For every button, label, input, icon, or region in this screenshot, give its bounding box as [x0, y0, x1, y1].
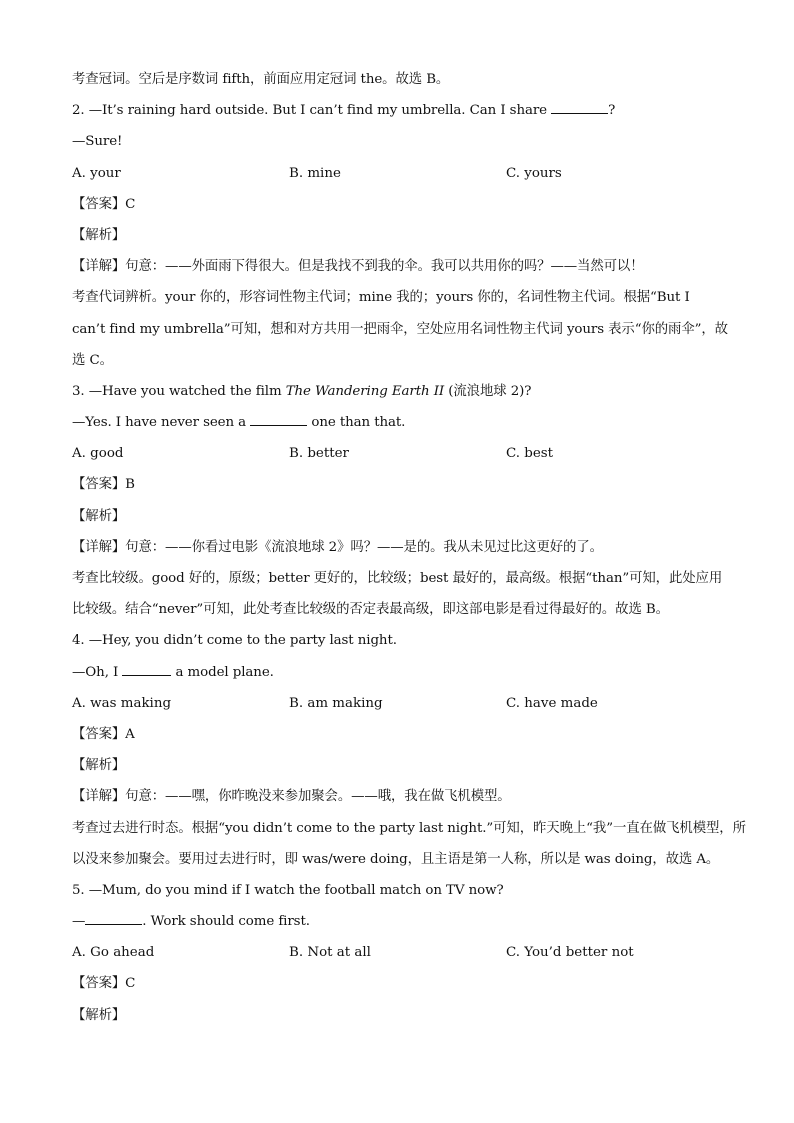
answer-blank: [551, 101, 608, 114]
answer-tag: 【答案】: [72, 477, 126, 493]
option-b: B. Not at all: [289, 945, 371, 961]
question-4-stem: 4. —Hey, you didn’t come to the party last night.: [72, 633, 397, 649]
answer-line: [72, 189, 722, 220]
detail-text: 句意：——嘿，你昨晚没来参加聚会。——哦，我在做飞机模型。: [125, 789, 511, 805]
detail-text: 句意：——你看过电影《流浪地球 2》吗？——是的。我从未见过比这更好的了。: [125, 539, 603, 555]
detail-line: [72, 781, 722, 812]
option-c: C. You’d better not: [506, 945, 634, 961]
answer-value: C: [125, 196, 136, 212]
question-2-end: ?: [608, 103, 616, 119]
analysis-tag: 【解析】: [72, 1007, 126, 1023]
question-2-options: [72, 158, 722, 189]
explanation-line: 考查代词辨析。your 你的，形容词性物主代词；mine 我的；yours 你的，名词性物主代词。根据“But I: [72, 290, 690, 306]
answer-tag: 【答案】: [72, 196, 126, 212]
analysis-tag: 【解析】: [72, 758, 126, 774]
question-4-options: [72, 688, 722, 719]
question-4-reply: [72, 657, 722, 688]
question-3-stem: [72, 376, 722, 407]
reply-text: —Yes. I have never seen a: [72, 415, 251, 431]
option-c: C. have made: [506, 695, 598, 711]
option-b: B. am making: [289, 695, 383, 711]
document-page: [72, 64, 746, 1031]
answer-blank: [122, 663, 171, 676]
explanation-line: 以没来参加聚会。要用过去进行时，即 was/were doing，且主语是第一人称，所以是 was doing，故选 A。: [72, 851, 720, 867]
question-5-stem: 5. —Mum, do you mind if I watch the football match on TV now?: [72, 882, 504, 898]
answer-value: A: [125, 726, 135, 742]
reply-text: —: [72, 914, 86, 930]
question-2-reply: —Sure!: [72, 134, 123, 150]
question-3-options: [72, 438, 722, 469]
explanation-line: can’t find my umbrella”可知，想和对方共用一把雨伞，空处应用名词性物主代词 yours 表示“你的雨伞”，故: [72, 321, 728, 337]
answer-line: [72, 719, 722, 750]
explanation-line: 选 C。: [72, 352, 113, 368]
explanation-line: 考查比较级。good 好的，原级；better 更好的，比较级；best 最好的，最高级。根据“than”可知，此处应用: [72, 571, 723, 586]
reply-end: a model plane.: [171, 664, 274, 680]
option-b: B. mine: [289, 165, 341, 181]
answer-line: [72, 469, 722, 500]
explanation-line: 考查冠词。空后是序数词 fifth，前面应用定冠词 the。故选 B。: [72, 72, 450, 87]
analysis-tag: 【解析】: [72, 508, 126, 524]
reply-end: . Work should come first.: [142, 914, 310, 930]
question-2-text: 2. —It’s raining hard outside. But I can’t find my umbrella. Can I share: [72, 103, 552, 119]
film-title: The Wandering Earth II: [285, 383, 445, 399]
detail-text: 句意：——外面雨下得很大。但是我找不到我的伞。我可以共用你的吗？——当然可以！: [125, 259, 644, 275]
option-b: B. better: [289, 446, 349, 462]
option-c: C. yours: [506, 165, 562, 181]
question-2-stem: [72, 95, 722, 126]
answer-tag: 【答案】: [72, 726, 126, 742]
question-5-reply: [72, 906, 722, 937]
option-c: C. best: [506, 446, 554, 462]
detail-tag: 【详解】: [72, 539, 126, 555]
answer-blank: [85, 912, 142, 925]
explanation-line: 考查过去进行时态。根据“you didn’t come to the party last night.”可知，昨天晚上“我”一直在做飞机模型，所: [72, 820, 746, 836]
answer-value: C: [125, 976, 136, 992]
question-5-options: [72, 937, 722, 968]
answer-tag: 【答案】: [72, 976, 126, 992]
answer-blank: [250, 413, 307, 426]
question-3-reply: [72, 407, 722, 438]
option-a: A. good: [72, 446, 124, 462]
option-a: A. was making: [72, 695, 172, 711]
detail-line: [72, 251, 722, 282]
detail-tag: 【详解】: [72, 789, 126, 805]
explanation-line: 比较级。结合“never”可知，此处考查比较级的否定表最高级，即这部电影是看过得最好的。故选 B。: [72, 602, 669, 618]
answer-value: B: [125, 477, 135, 493]
option-a: A. your: [72, 165, 121, 181]
detail-line: [72, 532, 722, 563]
analysis-tag: 【解析】: [72, 227, 126, 243]
answer-line: [72, 968, 722, 999]
question-3-end: (流浪地球 2)?: [444, 383, 532, 399]
reply-text: —Oh, I: [72, 664, 123, 680]
option-a: A. Go ahead: [72, 945, 155, 961]
reply-end: one than that.: [307, 415, 406, 431]
question-3-text: 3. —Have you watched the film: [72, 383, 286, 399]
detail-tag: 【详解】: [72, 259, 126, 275]
